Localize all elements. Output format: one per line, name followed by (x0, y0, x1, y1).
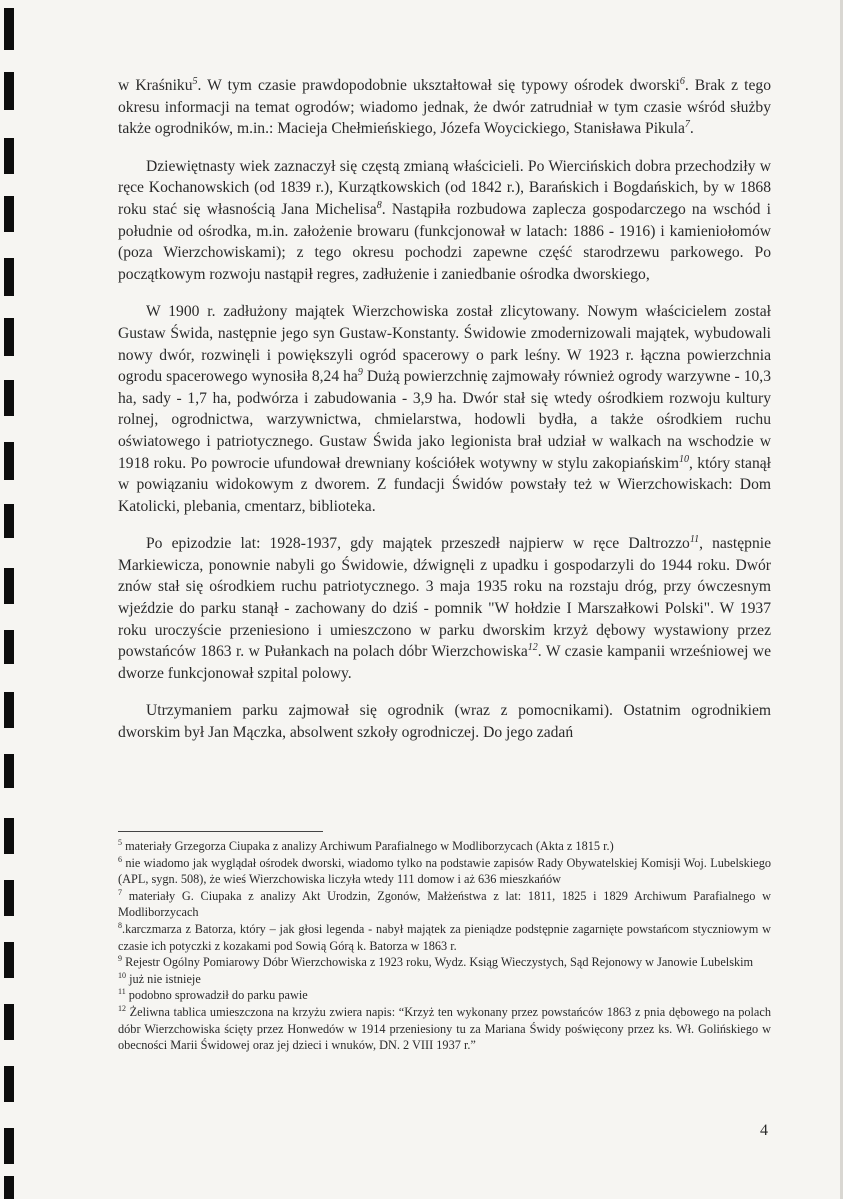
binding-marks (4, 0, 16, 1199)
footnote-reference: 12 (527, 642, 538, 654)
body-text (118, 75, 771, 760)
footnote-reference: 5 (192, 75, 198, 87)
paragraph-text: , następnie Markiewicza, ponownie nabyli go Świdowie, dźwignęli z upadku i gospodarzyli do 1944 roku. Dwór znów stał się ośrodkiem ruchu patriotycznego. 3 maja 1935 roku na rozstaju dróg, przy ówczesnym wjeździe do parku stanął - zachowany do dziś - pomnik "W hołdzie I Marszałkowi Polski". W 1937 roku uroczyście przeniesiono i umieszczono w parku dworskim krzyż dębowy wystawiony przez powstańców 1863 r. w Pułankach na polach dóbr Wierzchowiska (118, 535, 771, 661)
footnote (118, 1004, 771, 1054)
paragraph-text: . Nastąpiła rozbudowa zaplecza gospodarczego na wschód i południe od ośrodka, m.in. założenie browaru (funkcjonował w latach: 1886 - 1916) i kamieniołomów (poza Wierzchowiskami); z tego okresu pochodzi zapewne część starodrzewu parkowego. Po początkowym rozwoju nastąpił regres, zadłużenie i zaniedbanie ośrodka dworskiego, (118, 200, 772, 283)
paragraph-text: . (689, 120, 694, 138)
paragraph-text: Dużą powierzchnię zajmowały również ogrody warzywne - 10,3 ha, sady - 1,7 ha, podwórza i zabudowania - 3,9 ha. Dwór stał się wtedy ośrodkiem rozwoju kultury rolnej, ogrodnictwa, warzywnictwa, chmielarstwa, hodowli bydła, a także ośrodkiem ruchu oświatowego i patriotycznego. Gustaw Świda jako legionista brał udział w walkach na wschodzie w 1918 roku. Po powrocie ufundował drewniany kościółek wotywny w stylu zakopiańskim (118, 368, 771, 472)
footnote (118, 954, 771, 971)
footnote-separator (118, 831, 323, 832)
footnote (118, 855, 771, 888)
paragraph (118, 301, 771, 517)
footnote-number: 7 (118, 887, 122, 897)
paragraph (118, 700, 771, 743)
page-number: 4 (760, 1122, 768, 1139)
paragraph-text: W 1900 r. zadłużony majątek Wierzchowiska został zlicytowany. Nowym właścicielem został Gustaw Świda, następnie jego syn Gustaw-Konstanty. Świdowie zmodernizowali majątek, wybudowali nowy dwór, rozwinęli i powiększyli ogród spacerowy o park leśny. W 1923 r. łączna powierzchnia ogrodu spacerowego wynosiła 8,24 ha (118, 303, 771, 386)
footnote-reference: 10 (678, 453, 689, 465)
paragraph-text: Dziewiętnasty wiek zaznaczył się częstą zmianą właścicieli. Po Wiercińskich dobra przechodziły w ręce Kochanowskich (od 1839 r.), Kurzątkowskich (od 1842 r.), Barańskich i Bogdańskich, by w 1868 roku stać się własnością Jana Michelisa (118, 157, 771, 218)
footnote-text: nie wiadomo jak wyglądał ośrodek dworski, wiadomo tylko na podstawie zapisów Rady Obywatelskiej Komisji Woj. Lubelskiego (APL, sygn. 508), że wieś Wierzchowiska liczyła wtedy 111 domow i aż 636 mieszkańów (118, 855, 771, 887)
footnotes (118, 838, 771, 1054)
footnote (118, 838, 771, 855)
footnote (118, 888, 771, 921)
footnote-reference: 7 (684, 119, 690, 130)
footnote-number: 5 (118, 837, 122, 847)
footnote-text: Żeliwna tablica umieszczona na krzyżu zwiera napis: “Krzyż ten wykonany przez powstańców 1863 z pnia dębowego na polach dóbr Wierzchowiska ścięty przez Honwedów w 1914 przeniesiony tu za Mariana Świdy poświęcony przez ks. Wł. Golińskiego w obecności Marii Świdowej oraz jej dzieci i wnuków, DN. 2 VIII 1937 r.” (118, 1004, 771, 1053)
footnote-text: Rejestr Ogólny Pomiarowy Dóbr Wierzchowiska z 1923 roku, Wydz. Ksiąg Wieczystych, Sąd Rejonowy w Janowie Lubelskim (122, 955, 754, 970)
footnote (118, 987, 771, 1004)
footnote-text: materiały G. Ciupaka z analizy Akt Urodzin, Zgonów, Małżeństwa z lat: 1811, 1825 i 1829 Archiwum Parafialnego w Modliborzycach (118, 888, 771, 920)
footnote (118, 971, 771, 988)
paragraph (118, 75, 771, 140)
paragraph-text: , który stanął w powiązaniu widokowym z dworem. Z fundacji Świdów powstały też w Wierzchowiskach: Dom Katolicki, plebania, cmentarz, biblioteka. (118, 454, 771, 515)
footnote-number: 6 (118, 854, 122, 864)
paragraph-text: Utrzymaniem parku zajmował się ogrodnik (wraz z pomocnikami). Ostatnim ogrodnikiem dworskim był Jan Mączka, absolwent szkoły ogrodniczej. Do jego zadań (118, 702, 771, 742)
footnote-number: 9 (118, 954, 122, 964)
footnote (118, 921, 771, 954)
footnote-reference: 8 (376, 199, 382, 211)
footnote-number: 8 (118, 920, 122, 930)
footnote-text: już nie istnieje (126, 971, 201, 986)
footnote-number: 10 (118, 970, 126, 980)
footnote-reference: 6 (679, 75, 685, 87)
footnote-number: 12 (118, 1003, 126, 1013)
paragraph-text: . Brak z tego okresu informacji na temat ogrodów; wiadomo jednak, że dwór zatrudniał w tym czasie wśród służby także ogrodników, m.in.: Macieja Chełmieńskiego, Józefa Woycickiego, Stanisława Pikula (118, 77, 771, 138)
paragraph-text: w Kraśniku (118, 77, 193, 94)
paragraph (118, 533, 771, 684)
paragraph-text: Po epizodzie lat: 1928-1937, gdy majątek przeszedł najpierw w ręce Daltrozzo (146, 535, 690, 553)
footnote-text: .karczmarza z Batorza, który – jak głosi legenda - nabył majątek za pieniądze podstępnie zagarnięte powstańcom styczniowym w czasie ich potyczki z kozakami pod Sowią Górą k. Batorza w 1863 r. (118, 921, 771, 953)
paragraph-text: . W czasie kampanii wrześniowej we dworze funkcjonował szpital polowy. (118, 643, 771, 682)
footnote-text: podobno sprowadził do parku pawie (125, 988, 308, 1003)
footnote-number: 11 (118, 987, 126, 997)
footnote-reference: 9 (357, 366, 363, 378)
footnote-text: materiały Grzegorza Ciupaka z analizy Archiwum Parafialnego w Modliborzycach (Akta z 1815 r.) (122, 839, 614, 853)
footnote-reference: 11 (689, 534, 700, 546)
paragraph-text: . W tym czasie prawdopodobnie ukształtował się typowy ośrodek dworski (197, 77, 680, 94)
paragraph (118, 156, 771, 286)
